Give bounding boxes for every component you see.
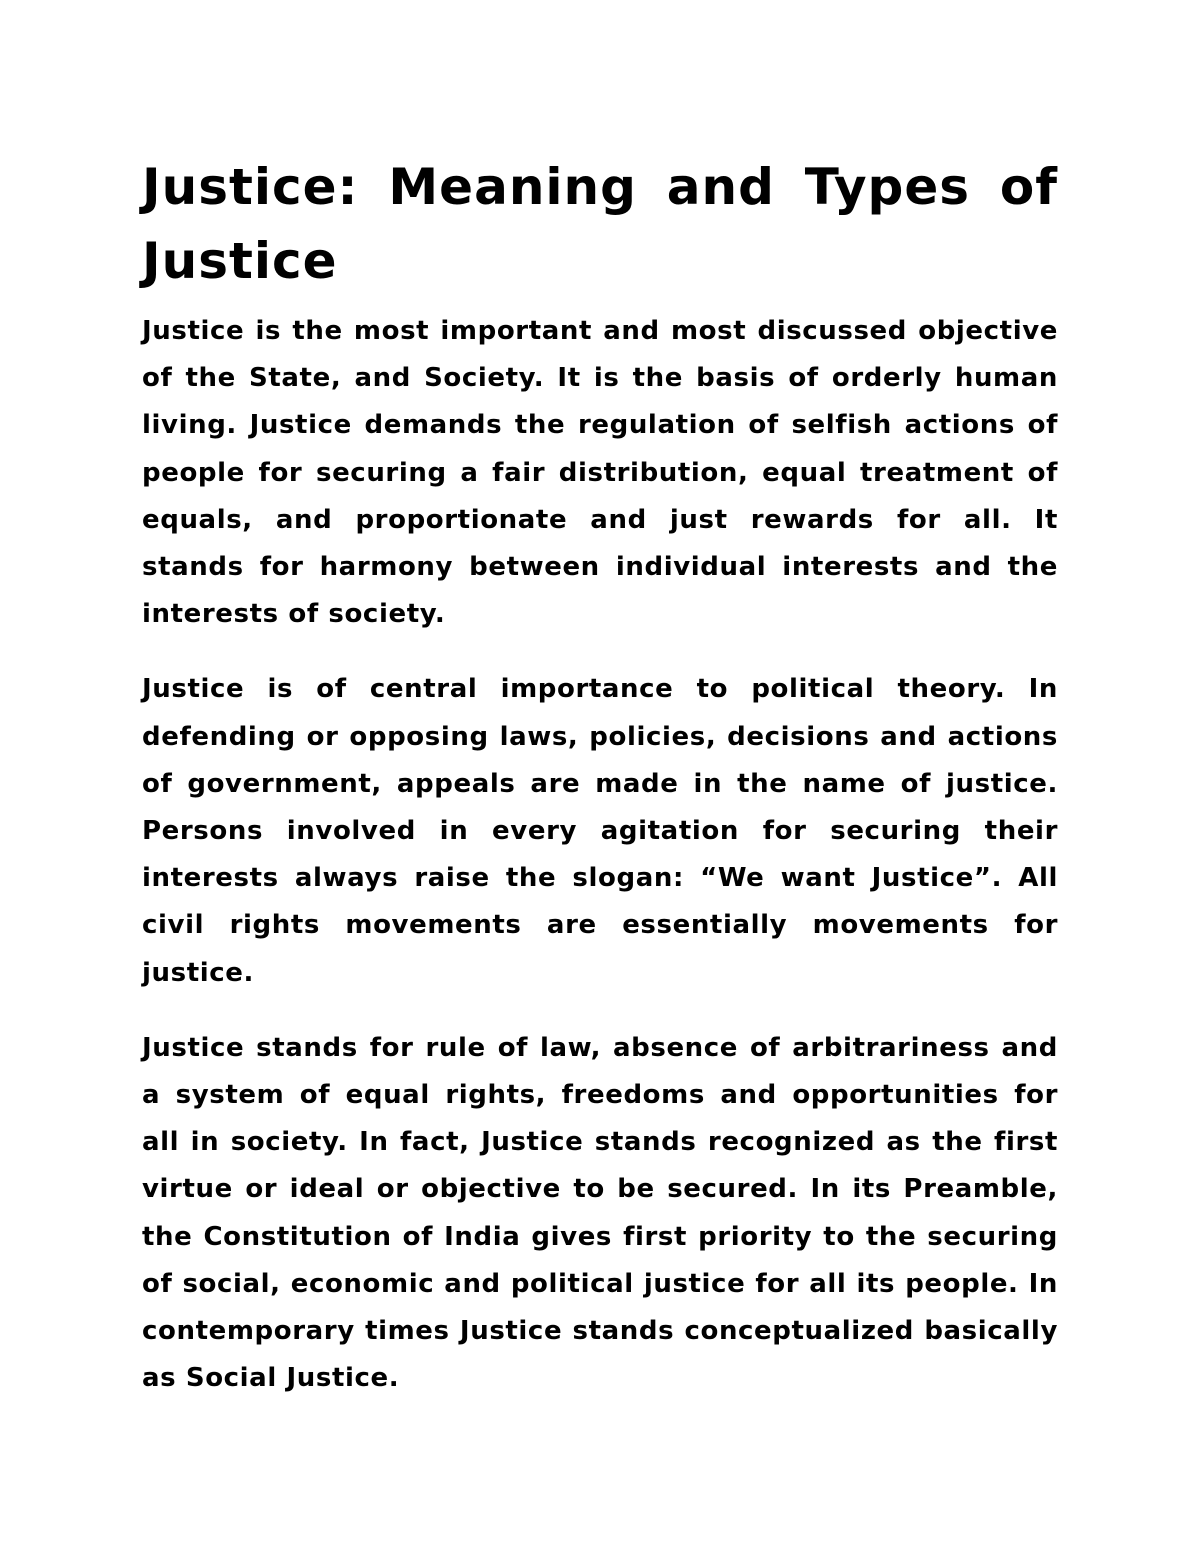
paragraph-2: Justice is of central importance to political theory. In defending or opposing laws, policies, decisions and actions of government, appeals are made in the name of justice. Persons involved in every agitation for securing their interests always raise the slogan: “We want Justice”. All civil rights movements are essentially movements for justice. [142,674,1058,988]
paragraph-1: Justice is the most important and most discussed objective of the State, and Society. It is the basis of orderly human living. Justice demands the regulation of selfish actions of people for securing a fair distribution, equal treatment of equals, and proportionate and just rewards for all. It stands for harmony between individual interests and the interests of society. [142,316,1058,630]
paragraph-3: Justice stands for rule of law, absence of arbitrariness and a system of equal rights, freedoms and opportunities for all in society. In fact, Justice stands recognized as the first virtue or ideal or objective to be secured. In its Preamble, the Constitution of India gives first priority to the securing of social, economic and political justice for all its people. In contemporary times Justice stands conceptualized basically as Social Justice. [142,1032,1058,1394]
document-title: Justice: Meaning and Types of Justice [142,158,1058,290]
